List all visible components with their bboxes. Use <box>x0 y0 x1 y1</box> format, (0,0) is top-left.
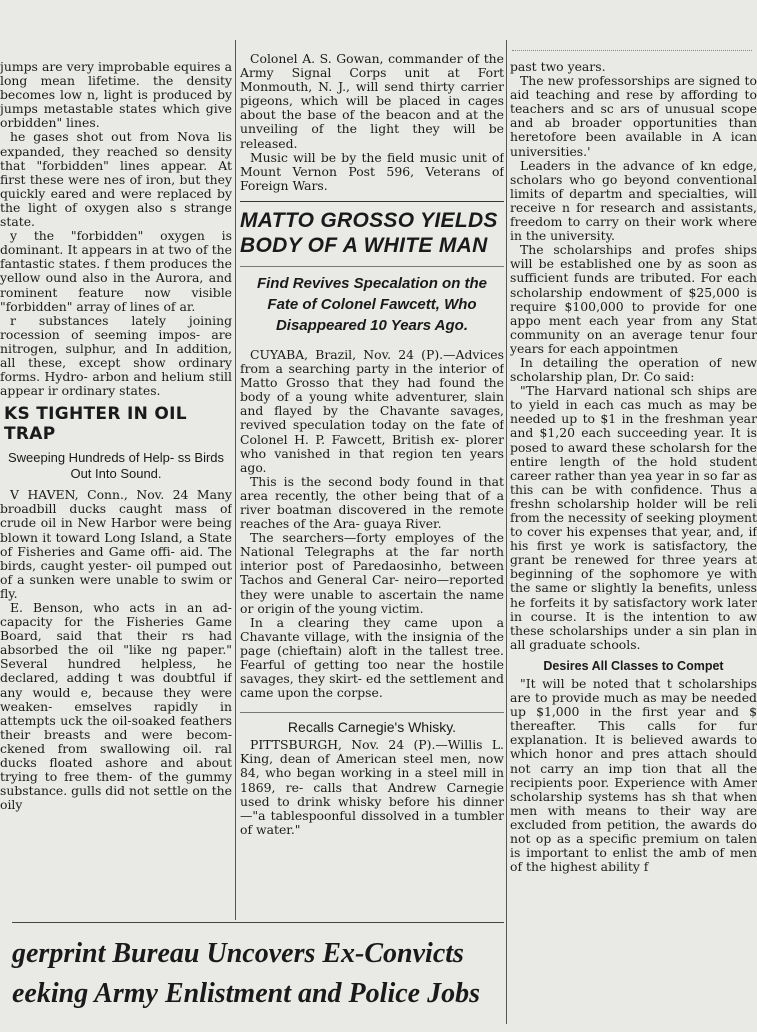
right-paragraph: In detailing the operation of new scholarship plan, Dr. Co said: <box>510 354 757 385</box>
middle-paragraph: Music will be by the field music unit of Mount Vernon Post 596, Veterans of Foreign Wars. <box>240 149 504 193</box>
left-paragraph: E. Benson, who acts in an ad- capacity for the Fisheries Game Board, said that their rs had absorbed the oil "like ng paper." Several hundred helpless, he declared, adding t was doubtful if any would e, because they were weaken- emselves rapidly in attempts uck the oil-soaked feathers their breasts and were becom- ckened from swallowing oil. ral ducks floated ashore and about trying to free them- of the gummy substance. gulls did not settle on the oily <box>0 600 232 813</box>
column-rule-right <box>506 40 507 1024</box>
middle-paragraph: Colonel A. S. Gowan, commander of the Army Signal Corps unit at Fort Monmouth, N. J., will send thirty carrier pigeons, which will be placed in cages about the base of the beacon and at the unveiling of the light they will be released. <box>240 52 504 151</box>
oil-trap-subhead: Sweeping Hundreds of Help- ss Birds Out Into Sound. <box>7 450 225 482</box>
column-rule-left <box>235 40 236 920</box>
right-column <box>510 60 757 1032</box>
carnegie-headline: Recalls Carnegie's Whisky. <box>240 712 504 736</box>
story-paragraph: This is the second body found in that area recently, the other being that of a river boatman discovered in the remote reaches of the Ara- guaya River. <box>240 473 504 532</box>
matto-grosso-deck: Find Revives Specalation on the Fate of Colonel Fawcett, Who Disappeared 10 Years Ago. <box>240 266 504 336</box>
clipped-top-line <box>512 40 752 51</box>
matto-grosso-headline: MATTO GROSSO YIELDS BODY OF A WHITE MAN <box>240 201 504 258</box>
story-paragraph: CUYABA, Brazil, Nov. 24 (P).—Advices from a searching party in the interior of Matto Grosso that they had found the body of a young white adventurer, slain and flayed by the Chavante savages, revived speculation today on the fate of Colonel H. P. Fawcett, British ex- plorer who vanished in that region ten years ago. <box>240 346 504 475</box>
left-paragraph: he gases shot out from Nova lis expanded, they reached so density that "forbidden" lines appear. At first these were nes of iron, but they quickly eared and were replaced by the light of oxygen also s strange state. <box>0 129 232 230</box>
story-paragraph: The searchers—forty employes of the National Telegraphs at the far north interior post of Paredaosinho, between Tachos and General Car- neiro—reported they were unable to ascertain the name or origin of the young victim. <box>240 530 504 616</box>
fingerprint-headline-line1: gerprint Bureau Uncovers Ex-Convicts <box>12 938 464 969</box>
story-paragraph: In a clearing they came upon a Chavante village, with the insignia of the page (chieftain) aloft in the tallest tree. Fearful of getting too near the hostile savages, they skirt- ed the settlement and came upon the corpse. <box>240 614 504 701</box>
left-paragraph: y the "forbidden" oxygen is dominant. It appears in at two of the fantastic states. f them produces the yellow ound also in the Aurora, and rominent feature now visible "forbidden" array of lines of ar. <box>0 228 232 314</box>
left-paragraph: V HAVEN, Conn., Nov. 24 Many broadbill ducks caught mass of crude oil in New Harbor were being blown it toward Long Island, a State of Fisheries and Game offi- aid. The birds, caught yester- oil pumped out of a sunken were unable to swim or fly. <box>0 487 232 601</box>
oil-trap-headline: KS TIGHTER IN OIL TRAP <box>4 404 187 445</box>
left-paragraph: jumps are very improbable equires a long mean lifetime. the density becomes low n, light is produced by jumps metastable states which give orbidden" lines. <box>0 60 232 131</box>
fingerprint-headline-line2: eeking Army Enlistment and Police Jobs <box>12 978 480 1009</box>
right-paragraph: "It will be noted that t scholarships are to provide much as may be needed up $1,000 in the first year and $ thereafter. This calls for fur explanation. It is believed awards to which honor and pres attach should not carry an imp tion that all the recipients poor. Experience with Amer scholarship systems has sh that when men with means to their way are excluded from petition, the awards do not op as a specific premium on talen is important to enlist the amb of men of the highest ability f <box>510 675 757 875</box>
carnegie-paragraph: PITTSBURGH, Nov. 24 (P).—Willis L. King, dean of American steel men, now 84, who began working in a steel mill in 1869, re- calls that Andrew Carnegie used to drink whisky before his dinner—"a tablespoonful dissolved in a tumbler of water." <box>240 737 504 837</box>
right-paragraph: The scholarships and profes ships will be established one by as soon as sufficient funds are tributed. For each scholarship endowment of $25,000 is require $100,000 to provide for one appo ment each year from any Stat community on an average tenur four years for each appointmen <box>510 242 757 356</box>
right-paragraph: The new professorships are signed to aid teaching and rese by affording to teachers and sc ars of unusual scope and ab broader opportunities than heretofore been available in A ican universities.' <box>510 73 757 159</box>
right-paragraph: past two years. <box>510 60 606 74</box>
compete-subhead: Desires All Classes to Compet <box>543 658 724 673</box>
left-paragraph: r substances lately joining rocession of seeming impos- are nitrogen, sulphur, and In addition, all these, except show ordinary forms. Hydro- arbon and helium still appear ir ordinary states. <box>0 312 232 399</box>
middle-column <box>240 52 504 912</box>
right-paragraph: Leaders in the advance of kn edge, scholars who go beyond conventional limits of departm and specialties, will receive n for research and assistants, freedom to carry on their work where in the university. <box>510 157 757 244</box>
horizontal-rule <box>12 922 504 923</box>
left-column <box>0 60 232 920</box>
right-paragraph: "The Harvard national sch ships are to yield in each cas much as may be needed up to $1 in the freshman year and $1,20 each succeeding year. It is posed to award these scholarsh for the entire length of the hold student career rather than yea year in so far as this can be with confidence. Thus a freshn scholarship holder will be reli from the necessity of seeking ployment to cover his expenses that year, and, if his first ye work is satisfactory, the grant be renewed for three years at beginning of the sophomore ye with the same or slightly la benefits, unless he forfeits it by satisfactory work later in course. It is the intention to aw these scholarships under a sin plan in all graduate schools. <box>510 383 757 652</box>
